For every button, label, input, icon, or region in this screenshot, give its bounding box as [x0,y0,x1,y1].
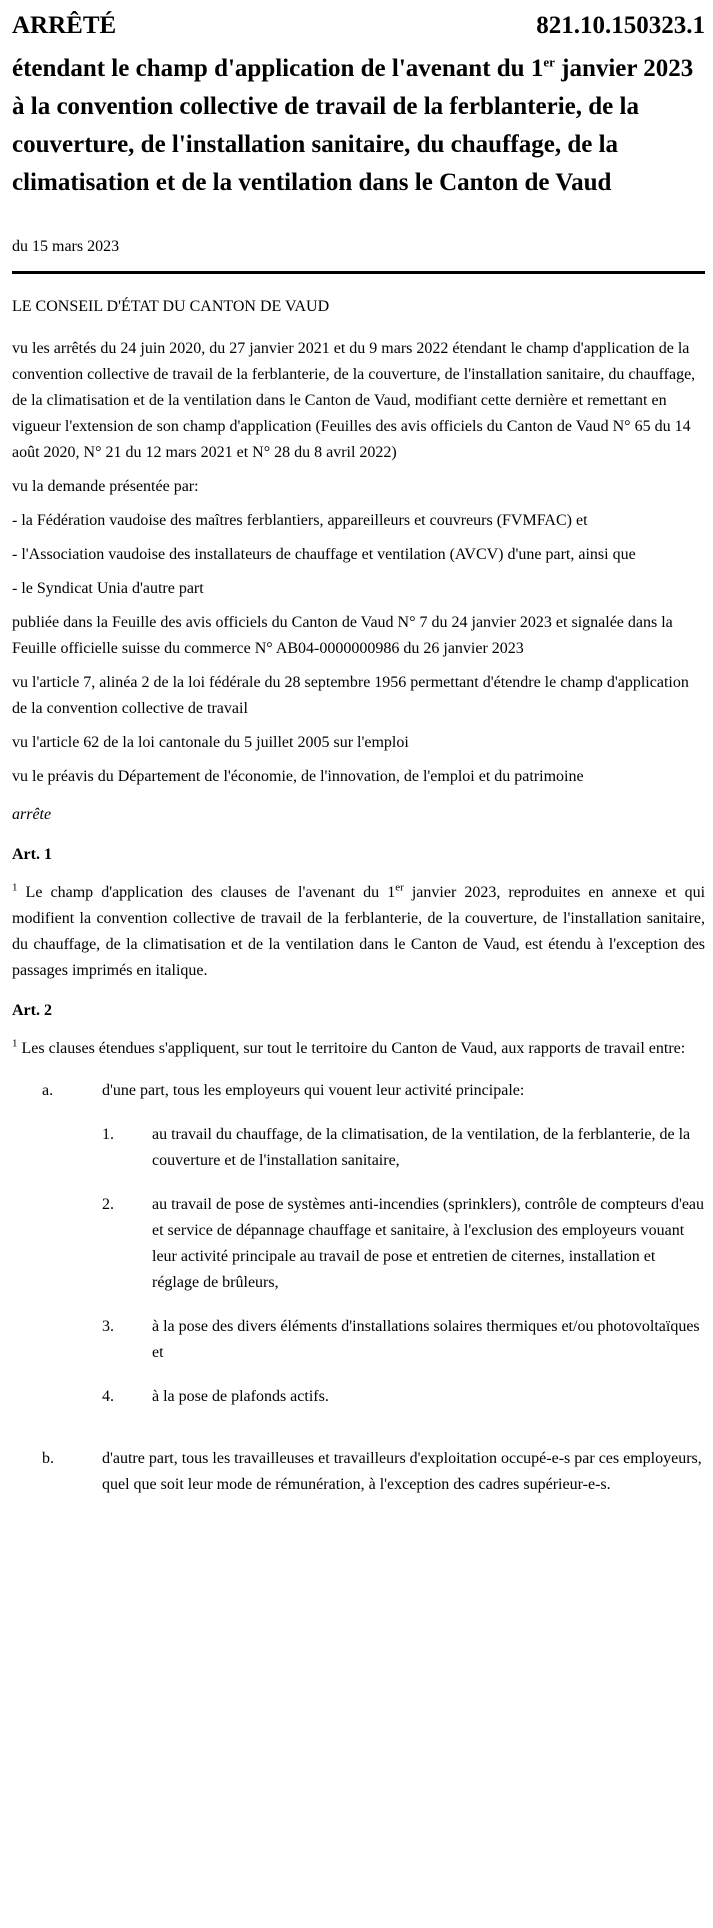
preamble-paragraph: vu l'article 62 de la loi cantonale du 5 juillet 2005 sur l'emploi [12,734,409,751]
decree-verb: arrête [12,806,52,823]
list-item-text: d'une part, tous les employeurs qui vouent leur activité principale: [102,1082,525,1099]
sub-list-item-text: à la pose de plafonds actifs. [152,1388,329,1405]
header-divider [12,271,705,274]
sub-list-item [102,1314,705,1366]
paragraph-number: 1 [12,1037,18,1050]
preamble-paragraph: publiée dans la Feuille des avis officiels du Canton de Vaud N° 7 du 24 janvier 2023 et signalée dans la Feuille officielle suisse du commerce N° AB04-0000000986 du 26 janvier 2023 [12,614,673,657]
preamble-paragraph: vu l'article 7, alinéa 2 de la loi fédérale du 28 septembre 1956 permettant d'étendre le champ d'application de la convention collective de travail [12,674,689,717]
article-2-list [12,1078,705,1498]
paragraph-number: 1 [12,881,18,894]
document-header [12,8,705,44]
preamble-paragraph: vu les arrêtés du 24 juin 2020, du 27 janvier 2021 et du 9 mars 2022 étendant le champ d'application de la convention collective de travail de la ferblanterie, de la couverture, de l'installation sanitaire, du chauffage, de la climatisation et de la ventilation dans le Canton de Vaud, modifiant cette dernière et remettant en vigueur l'extension de son champ d'application (Feuilles des avis officiels du Canton de Vaud N° 65 du 14 août 2020, N° 21 du 12 mars 2021 et N° 28 du 8 avril 2022) [12,340,696,461]
document-date: du 15 mars 2023 [12,238,120,255]
sub-list-item-text: à la pose des divers éléments d'installations solaires thermiques et/ou photovoltaïques et [152,1318,700,1361]
article-2-intro [12,1036,705,1062]
sub-list-marker: 1. [102,1126,114,1143]
article-1-text-b: janvier 2023, reproduites en annexe et qui modifient la convention collective de travail de la ferblanterie, de la couverture, de l'installation sanitaire, du chauffage, de la climatisation et de la ventilation dans le Canton de Vaud, est étendu à l'exception des passages imprimés en italique. [12,884,706,979]
sub-list [102,1122,705,1410]
preamble-paragraph: vu le préavis du Département de l'économie, de l'innovation, de l'emploi et du patrimoine [12,768,584,785]
preamble-paragraph: vu la demande présentée par: [12,478,199,495]
sub-list-marker: 3. [102,1318,114,1335]
article-1-paragraph [12,880,705,984]
list-item [12,1078,705,1428]
preamble-paragraph: - le Syndicat Unia d'autre part [12,580,204,597]
article-2-heading: Art. 2 [12,1002,52,1019]
title-superscript: er [543,54,555,70]
sub-list-item [102,1122,705,1174]
council-heading: LE CONSEIL D'ÉTAT DU CANTON DE VAUD [12,298,330,315]
sub-list-marker: 4. [102,1388,114,1405]
list-marker: a. [42,1082,54,1099]
sub-list-item [102,1192,705,1296]
preamble-paragraph: - l'Association vaudoise des installateurs de chauffage et ventilation (AVCV) d'une part, ainsi que [12,546,636,563]
sub-list-marker: 2. [102,1196,114,1213]
preamble-paragraph: - la Fédération vaudoise des maîtres ferblantiers, appareilleurs et couvreurs (FVMFAC) et [12,512,588,529]
document-title [12,50,705,202]
list-item-text: d'autre part, tous les travailleuses et travailleurs d'exploitation occupé-e-s par ces employeurs, quel que soit leur mode de rémunération, à l'exception des cadres supérieur-e-s. [102,1450,702,1493]
sub-list-item-text: au travail du chauffage, de la climatisation, de la ventilation, de la ferblanterie, de la couverture et de l'installation sanitaire, [152,1126,691,1169]
title-part-2: janvier 2023 à la convention collective de travail de la ferblanterie, de la couverture, de l'installation sanitaire, du chauffage, de la climatisation et de la ventilation dans le Canton de Vaud [12,55,694,196]
article-1-text-a: Le champ d'application des clauses de l'avenant du 1 [17,884,396,901]
sub-list-item-text: au travail de pose de systèmes anti-incendies (sprinklers), contrôle de compteurs d'eau et service de dépannage chauffage et sanitaire, à l'exclusion des employeurs vouant leur activité principale au travail de pose et entretien de citernes, installation et réglage de brûleurs, [152,1196,705,1291]
list-item [12,1446,705,1498]
document-number: 821.10.150323.1 [536,12,705,39]
article-1-heading: Art. 1 [12,846,52,863]
title-part-1: étendant le champ d'application de l'avenant du 1 [12,55,544,82]
article-2-intro-text: Les clauses étendues s'appliquent, sur tout le territoire du Canton de Vaud, aux rapports de travail entre: [17,1040,686,1057]
list-marker: b. [42,1450,54,1467]
document-type: ARRÊTÉ [12,12,117,39]
sub-list-item [102,1384,705,1410]
article-1-superscript: er [395,881,404,894]
